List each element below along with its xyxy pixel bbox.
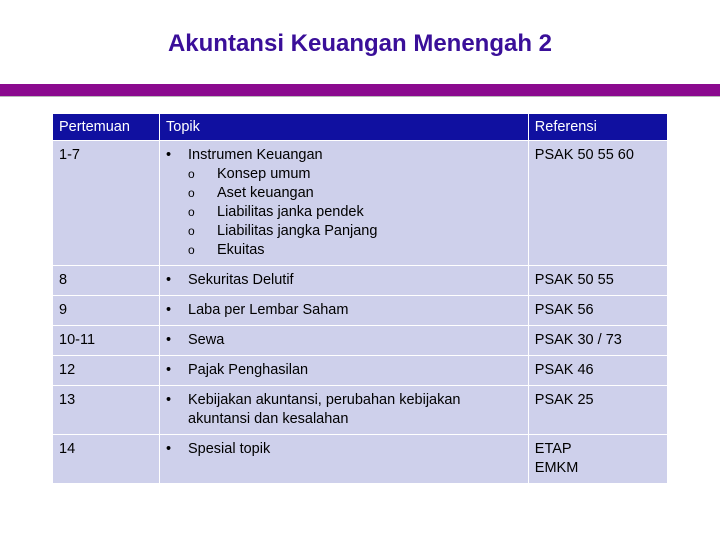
- table-row: [53, 266, 668, 296]
- bullet-icon: •: [166, 362, 172, 378]
- topic-cell: [160, 326, 529, 356]
- meeting-cell: 13: [53, 386, 160, 435]
- table-row: [53, 141, 668, 266]
- title-underline-bar: [0, 84, 720, 96]
- topic-cell: [160, 386, 529, 435]
- bullet-icon: •: [166, 332, 172, 348]
- header-pertemuan: Pertemuan: [53, 114, 160, 141]
- meeting-cell: 9: [53, 296, 160, 326]
- reference-cell: PSAK 25: [528, 386, 667, 435]
- schedule-table: [52, 113, 668, 484]
- topic-text: Sewa: [188, 332, 225, 348]
- topic-cell: [160, 141, 529, 266]
- circle-bullet-icon: o: [188, 167, 195, 181]
- reference-cell: PSAK 50 55 60: [528, 141, 667, 266]
- reference-cell: PSAK 30 / 73: [528, 326, 667, 356]
- subtopic-text: Liabilitas janka pendek: [217, 204, 364, 220]
- bullet-icon: •: [166, 441, 172, 457]
- topic-text: Kebijakan akuntansi, perubahan kebijakan akuntansi dan kesalahan: [188, 392, 461, 427]
- topic-cell: [160, 435, 529, 484]
- subtopic-text: Aset keuangan: [217, 185, 314, 201]
- topic-cell: [160, 266, 529, 296]
- header-topik: Topik: [160, 114, 529, 141]
- meeting-cell: 14: [53, 435, 160, 484]
- subtopic-text: Liabilitas jangka Panjang: [217, 223, 378, 239]
- circle-bullet-icon: o: [188, 205, 195, 219]
- reference-cell: PSAK 50 55: [528, 266, 667, 296]
- bullet-icon: •: [166, 302, 172, 318]
- header-referensi: Referensi: [528, 114, 667, 141]
- subtopic-text: Ekuitas: [217, 242, 265, 258]
- circle-bullet-icon: o: [188, 224, 195, 238]
- bullet-icon: •: [166, 392, 172, 408]
- circle-bullet-icon: o: [188, 243, 195, 257]
- bullet-icon: •: [166, 272, 172, 288]
- reference-line: ETAP: [534, 441, 572, 457]
- reference-cell: PSAK 46: [528, 356, 667, 386]
- reference-line: EMKM: [534, 460, 579, 476]
- divider-line: [0, 96, 720, 97]
- topic-cell: [160, 356, 529, 386]
- meeting-cell: 8: [53, 266, 160, 296]
- table-row: [53, 356, 668, 386]
- subtopic-text: Konsep umum: [217, 166, 311, 182]
- table-header-row: [53, 114, 668, 141]
- bullet-icon: •: [166, 147, 172, 163]
- table-row: [53, 296, 668, 326]
- table-row: [53, 435, 668, 484]
- topic-text: Sekuritas Delutif: [188, 272, 294, 288]
- table-row: [53, 386, 668, 435]
- table-row: [53, 326, 668, 356]
- meeting-cell: 12: [53, 356, 160, 386]
- meeting-cell: 10-11: [53, 326, 160, 356]
- topic-text: Pajak Penghasilan: [188, 362, 309, 378]
- reference-cell: PSAK 56: [528, 296, 667, 326]
- reference-cell: [528, 435, 667, 484]
- meeting-cell: 1-7: [53, 141, 160, 266]
- topic-text: Instrumen Keuangan: [188, 147, 323, 163]
- page-title: Akuntansi Keuangan Menengah 2: [167, 30, 553, 57]
- circle-bullet-icon: o: [188, 186, 195, 200]
- topic-text: Spesial topik: [188, 441, 271, 457]
- topic-cell: [160, 296, 529, 326]
- topic-text: Laba per Lembar Saham: [188, 302, 349, 318]
